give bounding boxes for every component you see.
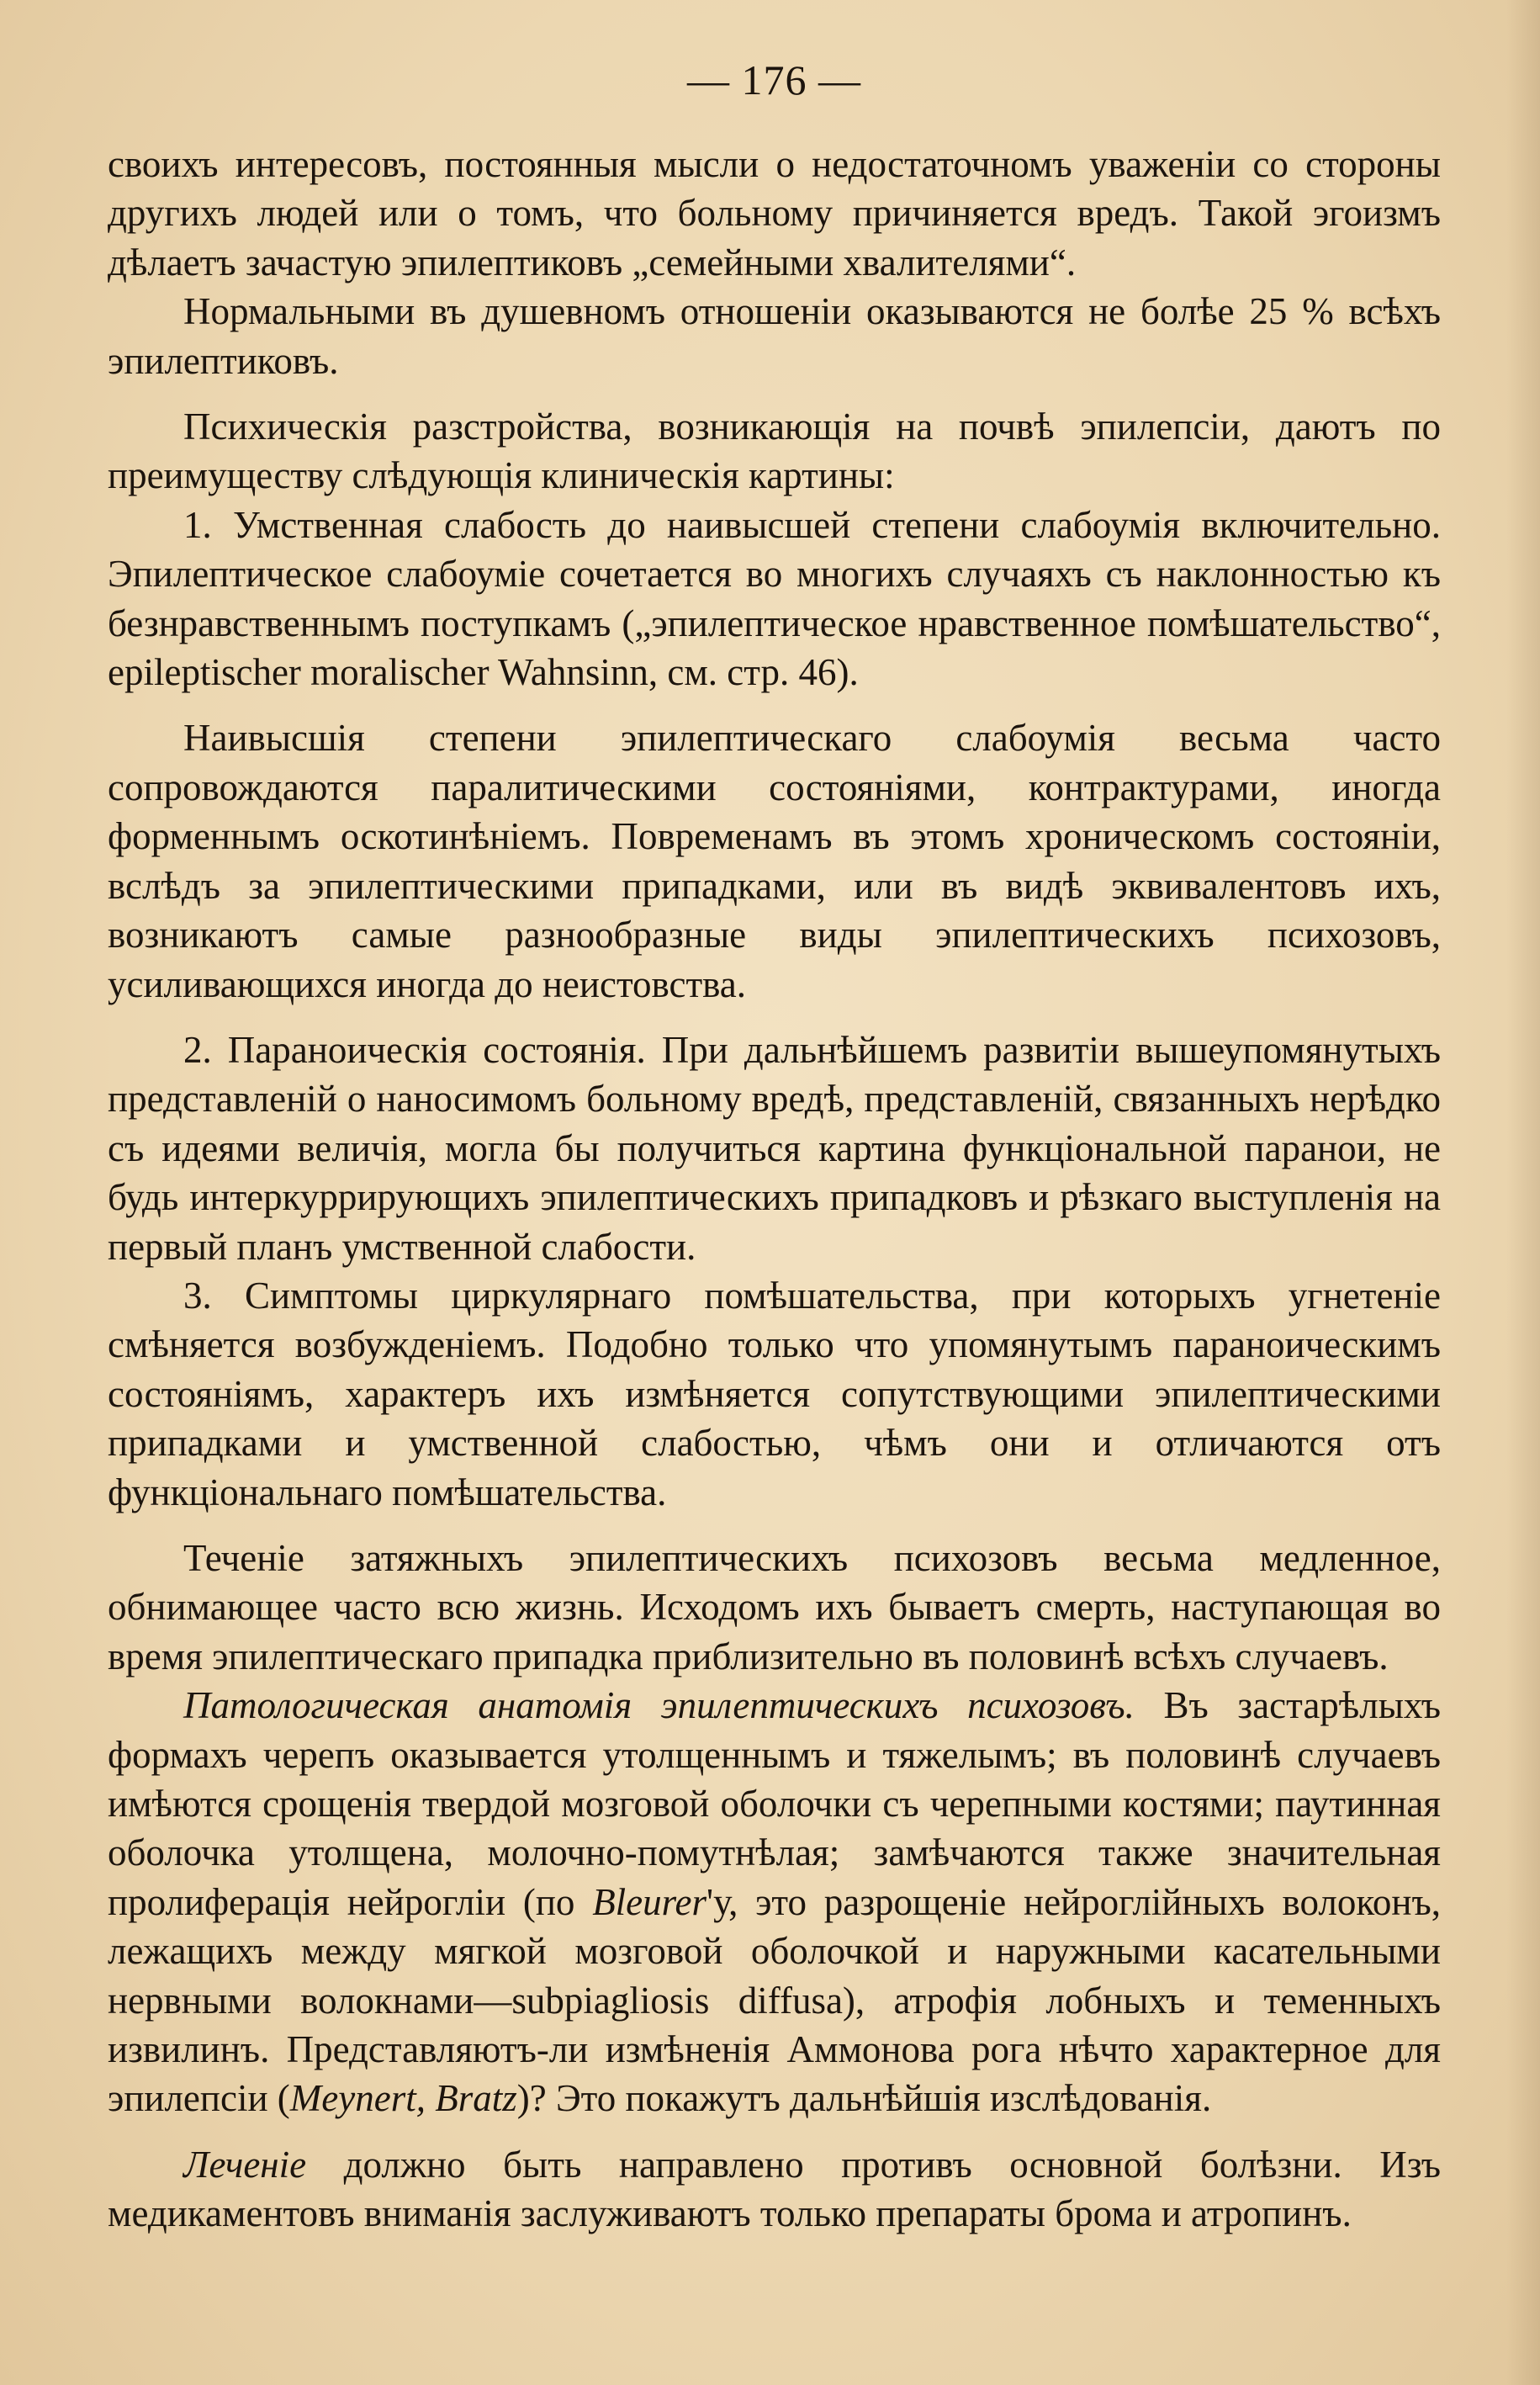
- page-number: — 176 —: [687, 56, 861, 103]
- paragraph-3-text: Психическія разстройства, возникающія на почвѣ эпилепсіи, даютъ по преимуществу слѣдующія клиническія картины:: [108, 405, 1441, 497]
- paragraph-1-text: своихъ интересовъ, постоянныя мысли о недостаточномъ уваженіи со стороны другихъ людей или о томъ, что больному причиняется вредъ. Такой эгоизмъ дѣлаетъ зачастую эпилептиковъ „семейными хвалителями“.: [108, 143, 1441, 284]
- paragraph-4: [108, 501, 1441, 697]
- paragraph-10-text: должно быть направлено противъ основной болѣзни. Изъ медикаментовъ вниманія заслуживаютъ только препараты брома и атропинъ.: [108, 2143, 1441, 2235]
- paragraph-4-text: 1. Умственная слабость до наивысшей степени слабоумія включительно. Эпилептическое слабоуміе сочетается во многихъ случаяхъ съ наклонностью къ безнравственнымъ поступкамъ („эпилептическое нравственное помѣшательство“, epileptischer moralischer Wahnsinn, см. стр. 46).: [108, 503, 1441, 694]
- paragraph-7: [108, 1271, 1441, 1517]
- paragraph-7-text: 3. Симптомы циркулярнаго помѣшательства, при которыхъ угнетеніе смѣняется возбужденіемъ. Подобно только что упомянутымъ параноическимъ состояніямъ, характеръ ихъ измѣняется сопутствующими эпилептическими припадками и умственной слабостью, чѣмъ они и отличаются отъ функціональнаго помѣшательства.: [108, 1274, 1441, 1513]
- paragraph-9-text-a: Въ застарѣлыхъ формахъ черепъ оказывается утолщеннымъ и тяжелымъ; въ половинѣ случаевъ имѣются срощенія твердой мозговой оболочки съ черепными костями; паутинная оболочка утолщена, молочно-помутнѣлая; замѣчаются также значительная пролиферація нейрогліи (по: [108, 1684, 1441, 1923]
- section-heading-pathology: Патологическая анатомія эпилептическихъ психозовъ.: [183, 1684, 1135, 1727]
- paragraph-8: [108, 1534, 1441, 1681]
- paragraph-3: [108, 402, 1441, 501]
- paragraph-9-text-b: 'у, это разрощеніе нейроглійныхъ волоконъ, лежащихъ между мягкой мозговой оболочкой и наружными касательными нервными волокнами—subpiagliosis diffusa), атрофія лобныхъ и теменныхъ извилинъ. Представляютъ-ли измѣненія Аммонова рога нѣчто характерное для эпилепсіи (: [108, 1880, 1441, 2120]
- author-name-bleurer: Bleurer: [592, 1880, 706, 1923]
- paragraph-1: [108, 140, 1441, 287]
- paragraph-9: [108, 1681, 1441, 2123]
- section-heading-treatment: Леченіе: [183, 2143, 307, 2186]
- paragraph-2-text: Нормальными въ душевномъ отношеніи оказываются не болѣе 25 % всѣхъ эпилептиковъ.: [108, 290, 1441, 382]
- paragraph-5: [108, 713, 1441, 1008]
- paragraph-9-text-c: )? Это покажутъ дальнѣйшія изслѣдованія.: [516, 2077, 1212, 2120]
- paragraph-6-text: 2. Параноическія состоянія. При дальнѣйшемъ развитіи вышеупомянутыхъ представленій о наносимомъ больному вредѣ, представленій, связанныхъ нерѣдко съ идеями величія, могла бы получиться картина функціональной паранои, не будь интеркуррирующихъ эпилептическихъ припадковъ и рѣзкаго выступленія на первый планъ умственной слабости.: [108, 1028, 1441, 1268]
- paragraph-5-text: Наивысшія степени эпилептическаго слабоумія весьма часто сопровождаются паралитическими состояніями, контрактурами, иногда форменнымъ оскотинѣніемъ. Повременамъ въ этомъ хроническомъ состояніи, вслѣдъ за эпилептическими припадками, или въ видѣ эквивалентовъ ихъ, возникаютъ самые разнообразные виды эпилептическихъ психозовъ, усиливающихся иногда до неистовства.: [108, 717, 1441, 1005]
- page-edge-shadow: [1506, 0, 1540, 2385]
- paragraph-10: [108, 2140, 1441, 2239]
- author-names-meynert-bratz: Meynert, Bratz: [289, 2077, 517, 2120]
- paragraph-2: [108, 287, 1441, 385]
- page-body: [108, 140, 1441, 2239]
- paragraph-8-text: Теченіе затяжныхъ эпилептическихъ психозовъ весьма медленное, обнимающее часто всю жизнь. Исходомъ ихъ бываетъ смерть, наступающая во время эпилептическаго припадка приблизительно въ половинѣ всѣхъ случаевъ.: [108, 1536, 1441, 1677]
- paragraph-6: [108, 1026, 1441, 1271]
